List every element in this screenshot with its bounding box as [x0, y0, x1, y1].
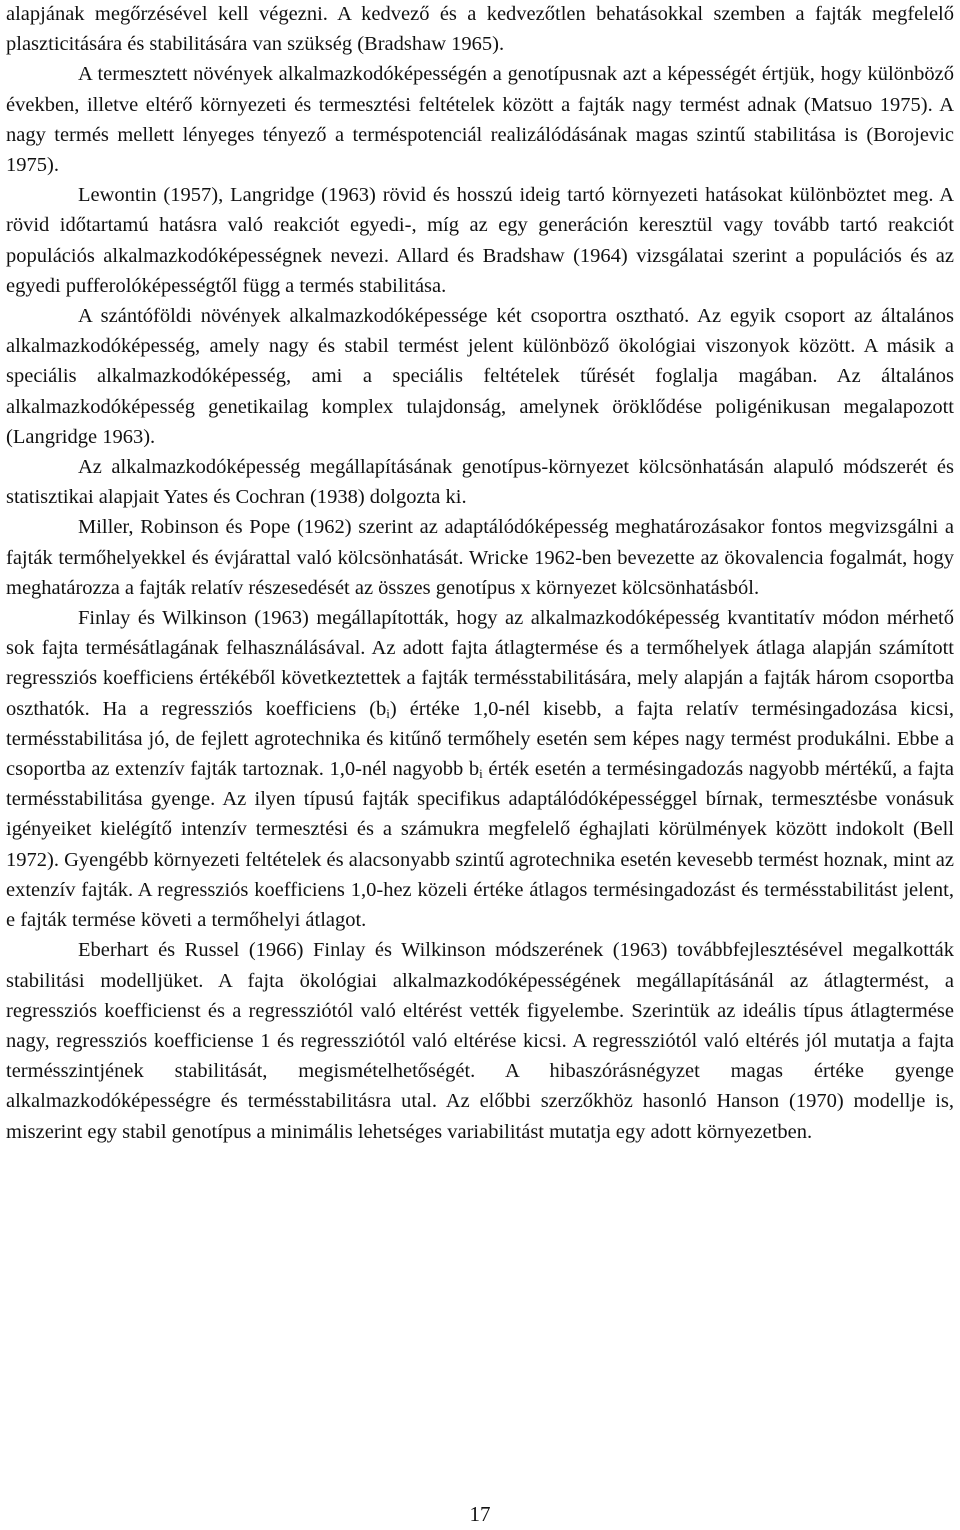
document-page [6, 0, 954, 1147]
paragraph-adaptability-definition: A termesztett növények alkalmazkodóképességén a genotípusnak azt a képességét értjük, hogy különböző években, illetve eltérő környezeti és termesztési feltételek között a fajták nagy termést adnak (Matsuo 1975). A nagy termés mellett lényeges tényező a terméspotenciál realizálódásának magas szintű stabilitása is (Borojevic 1975). [6, 63, 954, 177]
page-number: 17 [469, 1502, 491, 1526]
paragraph-field-crops-adaptability: A szántóföldi növények alkalmazkodóképessége két csoportra osztható. Az egyik csoport az általános alkalmazkodóképesség, amely nagy és stabil termést jelent különböző ökológiai viszonyok között. A másik a speciális alkalmazkodóképesség, ami a speciális feltételek tűrését foglalja magában. Az általános alkalmazkodóképesség genetikailag komplex tulajdonság, amelynek öröklődése poligénikusan megalapozott (Langridge 1963). [6, 305, 954, 448]
paragraph-miller-robinson-pope: Miller, Robinson és Pope (1962) szerint az adaptálódóképesség meghatározásakor fontos megvizsgálni a fajták termőhelyekkel és évjárattal való kölcsönhatását. Wricke 1962-ben bevezette az ökovalencia fogalmát, hogy meghatározza a fajták relatív részesedését az összes genotípus x környezet kölcsönhatásból. [6, 516, 954, 599]
paragraph-lewontin-langridge: Lewontin (1957), Langridge (1963) rövid és hosszú ideig tartó környezeti hatásokat különböztet meg. A rövid időtartamú hatásra való reakciót egyedi-, míg az egy generáción keresztül vagy tovább tartó reakciót populációs alkalmazkodóképességnek nevezi. Allard és Bradshaw (1964) vizsgálatai szerint a populációs és az egyedi pufferolóképességtől függ a termés stabilitása. [6, 184, 954, 297]
paragraph-yates-cochran: Az alkalmazkodóképesség megállapításának genotípus-környezet kölcsönhatásán alapuló módszerét és statisztikai alapjait Yates és Cochran (1938) dolgozta ki. [6, 456, 954, 509]
subscript-i: i [386, 705, 390, 721]
paragraph-finlay-wilkinson [6, 603, 954, 935]
finlay-text-b: ) értéke 1,0-nél kisebb, a fajta relatív termésingadozása kicsi, termésstabilitása jó, de fejlett agrotechnika és kitűnő termőhely esetén sem képes nagy termést produkálni. Ebbe a csoportba az extenzív fajták tartoznak. 1,0-nél nagyobb b [6, 697, 954, 781]
paragraph-eberhart-russel: Eberhart és Russel (1966) Finlay és Wilkinson módszerének (1963) továbbfejlesztésével megalkották stabilitási modelljüket. A fajta ökológiai alkalmazkodóképességének megállapításánál az átlagtermést, a regressziós koefficienst és a regressziótól való eltérést vették figyelembe. Szerintük az ideális típus átlagtermése nagy, regressziós koefficiense 1 és regressziótól való eltérése kicsi. A regressziótól való eltérés jól mutatja a fajta termésszintjének stabilitását, megismételhetőségét. A hibaszórásnégyzet magas értéke gyenge alkalmazkodóképességre és termésstabilitásra utal. Az előbbi szerzőkhöz hasonló Hanson (1970) modellje is, miszerint egy stabil genotípus a minimális lehetséges variabilitást mutatja egy adott környezetben. [6, 939, 954, 1143]
finlay-text-c: érték esetén a termésingadozás nagyobb mértékű, a fajta termésstabilitása gyenge. Az ilyen típusú fajták specifikus adaptálódóképességgel bírnak, termesztésbe vonásuk igényeiket kielégítő intenzív termesztési és a számukra megfelelő éghajlati körülmények között indokolt (Bell 1972). Gyengébb környezeti feltételek és alacsonyabb szintű agrotechnika esetén kevesebb termést hoznak, mint az extenzív fajták. A regressziós koefficiens 1,0-hez közeli értéke átlagos termésingadozást és termésstabilitást jelent, e fajták termése követi a termőhelyi átlagot. [6, 758, 954, 932]
subscript-i: i [479, 766, 483, 782]
finlay-text-a: Finlay és Wilkinson (1963) megállapították, hogy az alkalmazkodóképesség kvantitatív módon mérhető sok fajta termésátlagának felhasználásával. Az adott fajta átlagtermése és a termőhelyek átlaga alapján számított regressziós koefficiens értékéből következtettek a fajták termésstabilitására, mely alapján a fajták három csoportba oszthatók. Ha a regressziós koefficiens (b [6, 607, 954, 720]
paragraph-continuation: alapjának megőrzésével kell végezni. A kedvező és a kedvezőtlen behatásokkal szemben a fajták megfelelő plaszticitására és stabilitására van szükség (Bradshaw 1965). [6, 3, 954, 56]
